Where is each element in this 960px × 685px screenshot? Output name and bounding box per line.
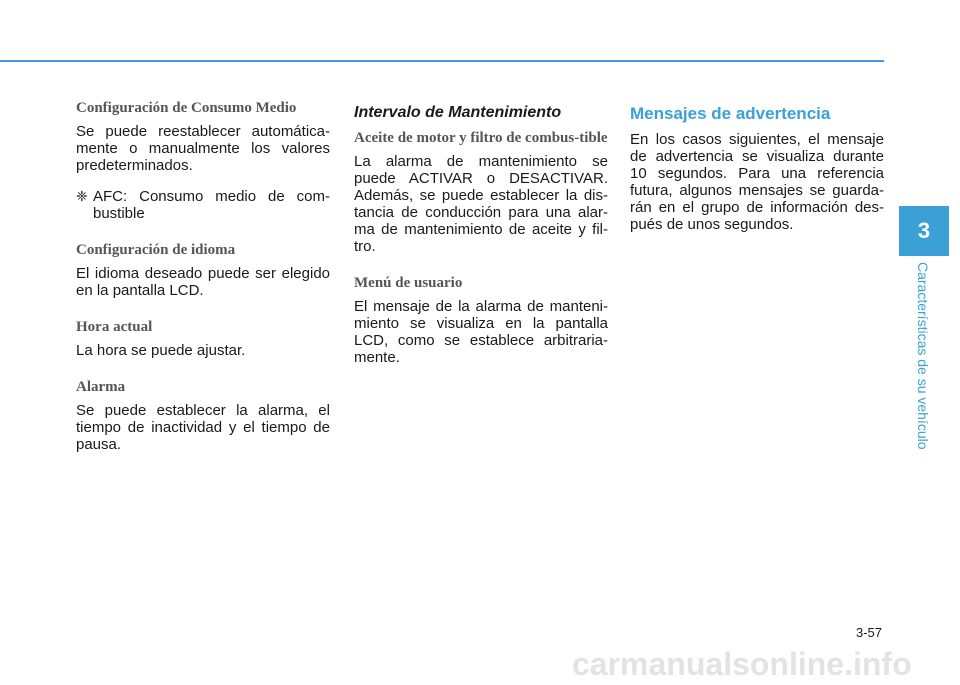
idioma-heading: Configuración de idioma <box>76 242 236 258</box>
chapter-tab: 3 <box>899 206 949 256</box>
mantenimiento-heading: Intervalo de Mantenimiento <box>354 104 562 121</box>
column-1 <box>76 100 330 453</box>
note-mark-icon: ❈ <box>76 188 88 204</box>
alarma-text: Se puede establecer la alarma, el tiempo de inactividad y el tiempo de pausa. <box>76 402 330 453</box>
page-number: 3-57 <box>856 625 883 640</box>
spacer <box>76 299 330 319</box>
column-2 <box>354 100 608 366</box>
advertencia-heading: Mensajes de advertencia <box>630 104 831 123</box>
watermark: carmanualsonline.info <box>572 646 912 682</box>
usuario-heading: Menú de usuario <box>354 275 463 291</box>
hora-heading: Hora actual <box>76 319 153 335</box>
spacer <box>76 222 330 242</box>
alarma-heading: Alarma <box>76 379 126 395</box>
hora-text: La hora se puede ajustar. <box>76 342 246 359</box>
aceite-text: La alarma de mantenimiento se puede ACTIVAR o DESACTIVAR. Además, se puede establecer la dis-tancia de conducción para una alar-ma de mantenimiento de aceite y fil-tro. <box>354 153 608 255</box>
spacer <box>354 255 608 275</box>
column-3 <box>630 100 884 233</box>
spacer <box>76 174 330 188</box>
afc-note-text: AFC: Consumo medio de com-bustible <box>93 188 330 222</box>
spacer <box>76 359 330 379</box>
consumo-heading: Configuración de Consumo Medio <box>76 100 297 116</box>
usuario-text: El mensaje de la alarma de manteni-miento se visualiza en la pantalla LCD, como se establece arbitraria-mente. <box>354 298 608 366</box>
header-rule <box>0 60 884 62</box>
consumo-text: Se puede reestablecer automática-mente o manualmente los valores predeterminados. <box>76 123 330 174</box>
afc-note <box>76 188 330 222</box>
advertencia-text: En los casos siguientes, el mensaje de advertencia se visualiza durante 10 segundos. Para una referencia futura, algunos mensajes se guarda-rán en el grupo de información des-pués de unos segundos. <box>630 131 884 233</box>
idioma-text: El idioma deseado puede ser elegido en la pantalla LCD. <box>76 265 330 299</box>
chapter-title: Características de su vehículo <box>915 262 931 450</box>
aceite-heading: Aceite de motor y filtro de combus-tible <box>354 130 608 146</box>
